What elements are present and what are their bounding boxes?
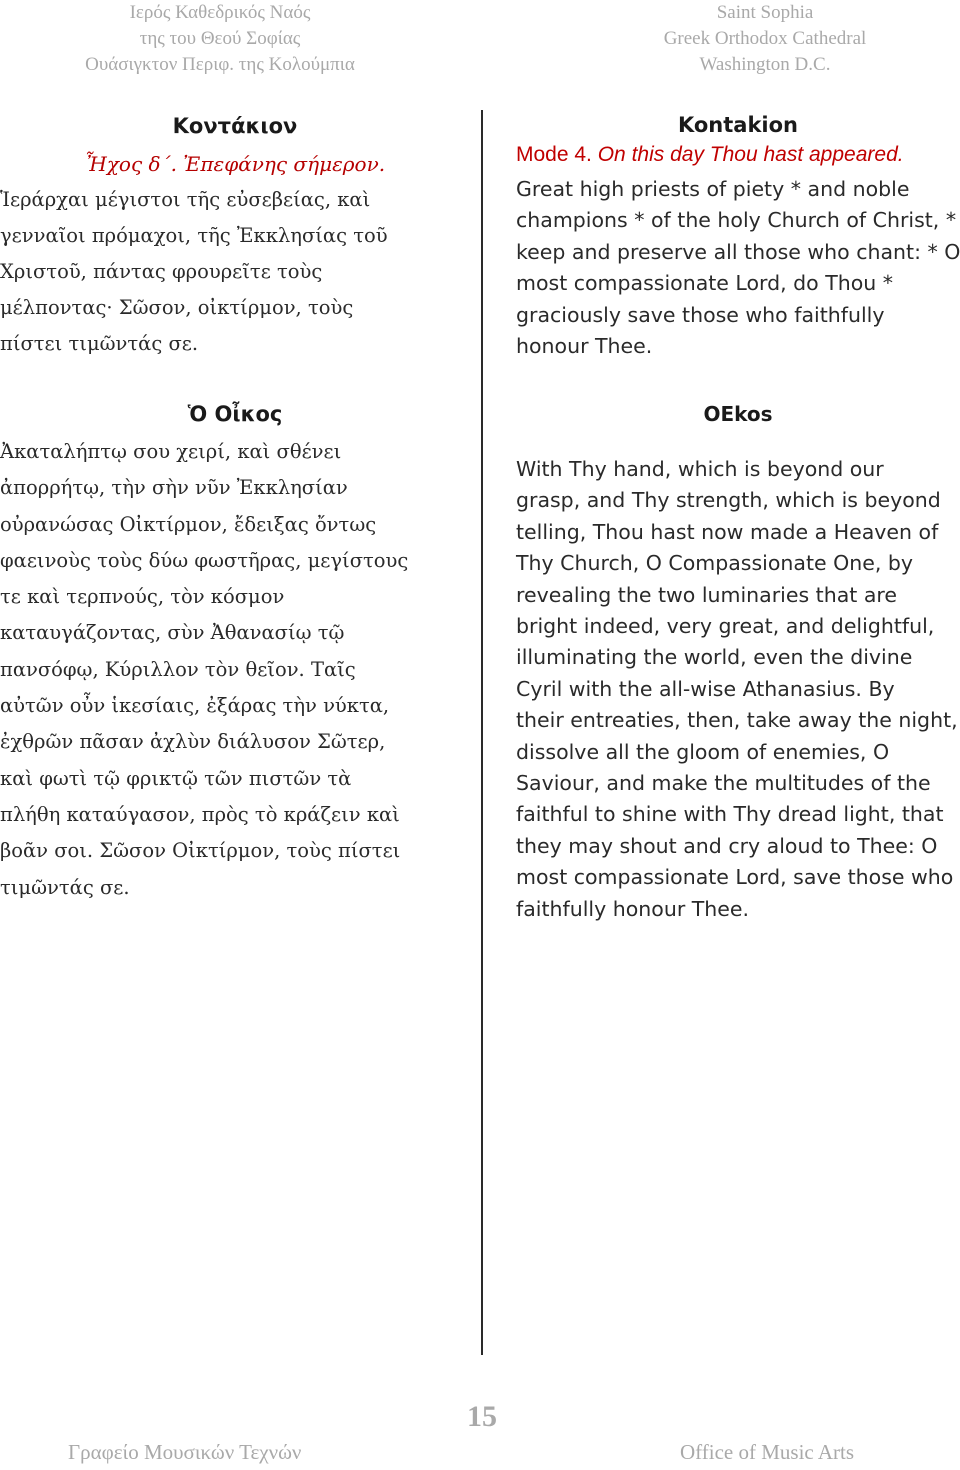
greek-line: γενναῖοι πρόμαχοι, τῆς Ἐκκλησίας τοῦ (0, 224, 388, 247)
greek-line: οὐρανώσας Οἰκτίρμον, ἔδειξας ὄντως (0, 512, 377, 536)
page-number: 15 (467, 1400, 497, 1433)
greek-kontakion-title: Κοντάκιον (172, 114, 298, 138)
greek-line: Χριστοῦ, πάντας φρουρεῖτε τοὺς (0, 260, 323, 283)
english-line: faithful to shine with Thy dread light, that (516, 802, 944, 827)
greek-line: βοᾶν σοι. Σῶσον Οἰκτίρμον, τοὺς πίστει (0, 839, 401, 863)
header-english-line: Saint Sophia (716, 2, 814, 23)
greek-kontakion-tone: Ἦχος δ΄. Ἐπεφάνης σήμερον. (84, 152, 386, 176)
footer-greek: Γραφείο Μουσικών Τεχνών (68, 1440, 302, 1464)
greek-oikos-title: Ὁ Οἶκος (187, 402, 283, 426)
column-divider (481, 110, 483, 1355)
header-english (600, 0, 930, 78)
english-line: bright indeed, very great, and delightful, (516, 614, 935, 639)
header-greek-line: Ουάσιγκτον Περιφ. της Κολούμπια (85, 54, 355, 75)
header-english-line: Greek Orthodox Cathedral (663, 28, 867, 49)
greek-line: πλήθη καταύγασον, πρὸς τὸ κράζειν καὶ (0, 802, 400, 826)
mode-label: Mode 4. (516, 143, 598, 166)
header-english-line: Washington D.C. (699, 54, 831, 75)
english-line: Great high priests of piety * and noble (516, 177, 910, 201)
greek-line: αὐτῶν οὖν ἱκεσίαις, ἐξάρας τὴν νύκτα, (0, 694, 390, 718)
greek-oikos-body (0, 434, 470, 906)
english-line: Thy Church, O Compassionate One, by (516, 551, 914, 576)
english-line: illuminating the world, even the divine (516, 645, 913, 670)
english-line: most compassionate Lord, save those who (516, 865, 954, 890)
greek-line: ἀπορρήτῳ, τὴν σὴν νῦν Ἐκκλησίαν (0, 476, 348, 500)
greek-line: φαεινοὺς τοὺς δύω φωστῆρας, μεγίστους (0, 548, 409, 572)
mode-melody: On this day Thou hast appeared. (597, 143, 904, 166)
greek-line: πίστει τιμῶντάς σε. (0, 332, 199, 355)
english-line: With Thy hand, which is beyond our (516, 457, 884, 481)
greek-line: τιμῶντάς σε. (0, 875, 130, 899)
english-line: Saviour, and make the multitudes of the (516, 771, 931, 796)
footer-english: Office of Music Arts (680, 1440, 854, 1464)
greek-line: καὶ φωτὶ τῷ φρικτῷ τῶν πιστῶν τὰ (0, 766, 352, 790)
greek-line: μέλποντας· Σῶσον, οἰκτίρμον, τοὺς (0, 296, 354, 319)
greek-line: τε καὶ τερπνούς, τὸν κόσμον (0, 585, 285, 609)
english-oikos-body (516, 454, 960, 925)
english-line: most compassionate Lord, do Thou * (516, 271, 894, 296)
english-kontakion-body (516, 174, 960, 362)
english-line: faithfully honour Thee. (516, 896, 750, 921)
greek-kontakion-body (0, 146, 470, 362)
header-greek (60, 0, 380, 78)
header-greek-line: της του Θεού Σοφίας (139, 28, 301, 49)
english-oikos-title: OEkos (703, 402, 773, 426)
english-line: grasp, and Thy strength, which is beyond (516, 488, 941, 513)
english-line: telling, Thou hast now made a Heaven of (516, 519, 939, 544)
english-line: champions * of the holy Church of Christ, * (516, 208, 957, 233)
english-line: they may shout and cry aloud to Thee: O (516, 833, 938, 858)
greek-line: καταυγάζοντας, σὺν Ἀθανασίῳ τῷ (0, 621, 345, 645)
greek-line: Ἀκαταλήπτῳ σου χειρί, καὶ σθένει (0, 440, 342, 463)
english-line: Cyril with the all-wise Athanasius. By (516, 676, 895, 701)
english-line: graciously save those who faithfully (516, 302, 885, 327)
greek-line: πανσόφῳ, Κύριλλον τὸν θεῖον. Ταῖς (0, 657, 356, 681)
english-line: dissolve all the gloom of enemies, O (516, 739, 890, 764)
english-kontakion-title: Kontakion (677, 113, 799, 137)
english-line: revealing the two luminaries that are (516, 582, 897, 607)
greek-line: Ἱεράρχαι μέγιστοι τῆς εὐσεβείας, καὶ (0, 188, 371, 211)
greek-line: ἐχθρῶν πᾶσαν ἀχλὺν διάλυσον Σῶτερ, (0, 730, 386, 754)
english-line: their entreaties, then, take away the night, (516, 708, 958, 733)
english-line: honour Thee. (516, 334, 653, 359)
header-greek-line: Ιερός Καθεδρικός Ναός (129, 2, 311, 23)
english-line: keep and preserve all those who chant: * O (516, 239, 960, 264)
english-kontakion-mode (516, 143, 904, 167)
